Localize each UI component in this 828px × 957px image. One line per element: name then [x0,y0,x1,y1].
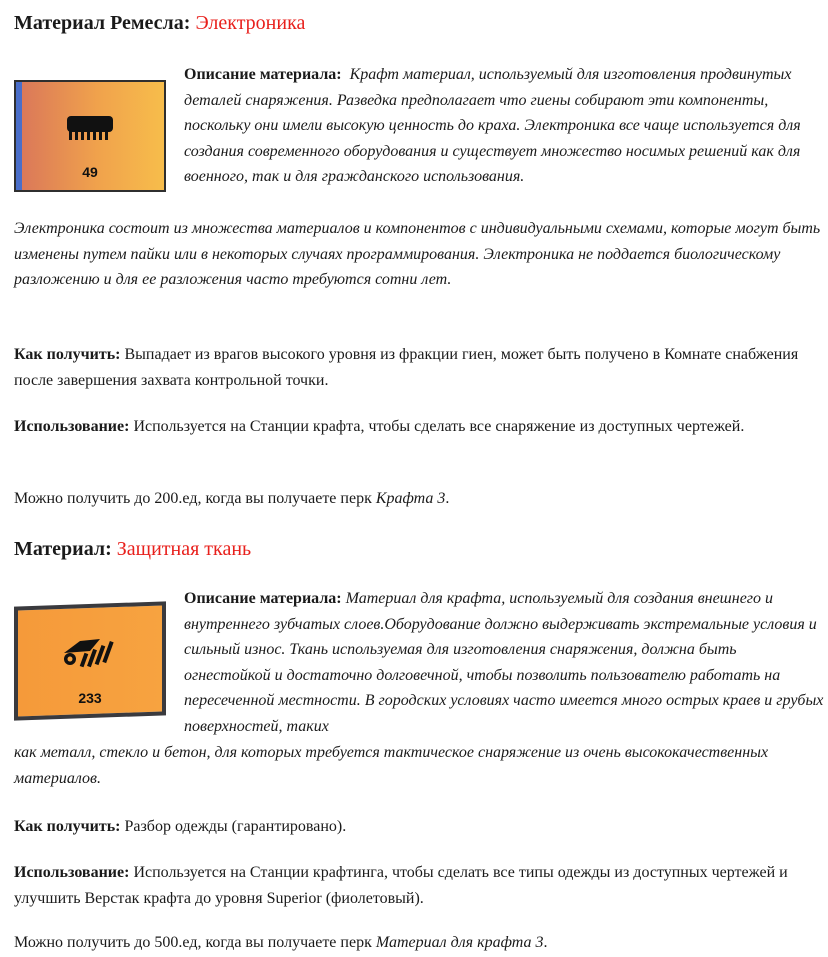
cap-perk-name: Материал для крафта 3 [375,934,544,951]
description-text: Материал для крафта, используемый для создания внешнего и внутреннего зубчатых слоев.Оборудование должно выдерживать экстремальные условия и сильный износ. Ткань используемая для изготовления снаряжения, должна быть огнестойкой и достаточно долговечной, чтобы позволить пользователю работать на пересеченной местности. В городских условиях часто имеется много острых краев и грубых поверхностей, таких [184,590,824,735]
usage-text: Используется на Станции крафта, чтобы сделать все снаряжение из доступных чертежей. [133,418,745,435]
material-tile-protective-fabric [14,601,166,720]
material-description [184,586,824,739]
heading-label: Материал: [14,538,112,560]
material-description-continued [14,740,822,791]
heading-material-name: Защитная ткань [116,538,252,560]
heading-material-name: Электроника [195,12,306,34]
material-description [184,62,824,190]
cap-prefix: Можно получить до 200.ед, когда вы получаете перк [14,490,376,507]
heading-label: Материал Ремесла: [14,12,191,34]
how-to-obtain [14,814,822,840]
obtain-text: Выпадает из врагов высокого уровня из фракции гиен, может быть получено в Комнате снабжения после завершения захвата контрольной точки. [14,346,799,389]
tile-count: 49 [82,164,98,180]
description-text-continued: как металл, стекло и бетон, для которых требуется тактическое снаряжение из очень высококачественных материалов. [14,744,769,787]
section-heading-protective-fabric [14,536,251,562]
section-heading-electronics [14,10,305,36]
protective-fabric-icon [60,629,120,671]
perk-cap [14,930,822,956]
description-text-continued: Электроника состоит из множества материалов и компонентов с индивидуальными схемами, которые могут быть изменены путем пайки или в некоторых случаях программирования. Электроника не поддается биологическому разложению и для ее разложения часто требуются сотни лет. [14,220,821,288]
description-label: Описание материала: [184,66,342,83]
description-text: Крафт материал, используемый для изготовления продвинутых деталей снаряжения. Разведка предполагает что гиены собирают эти компоненты, поскольку они имели высокую ценность до краха. Электроника все чаще используется для создания современного оборудования и существует множество носимых решений как для военного, так и для гражданского использования. [184,66,801,185]
cap-prefix: Можно получить до 500.ед, когда вы получаете перк [14,934,376,951]
cap-perk-name: Крафта 3 [375,490,446,507]
cap-suffix: . [445,490,450,507]
microchip-icon [63,112,117,142]
material-description-continued [14,216,822,293]
obtain-text: Разбор одежды (гарантировано). [124,818,347,835]
usage [14,414,822,440]
usage-label: Использование: [14,418,130,435]
obtain-label: Как получить: [14,346,121,363]
obtain-label: Как получить: [14,818,121,835]
perk-cap [14,486,822,512]
material-tile-electronics [14,80,166,192]
cap-suffix: . [543,934,548,951]
usage-label: Использование: [14,864,130,881]
usage-text: Используется на Станции крафтинга, чтобы сделать все типы одежды из доступных чертежей и улучшить Верстак крафта до уровня Superior (фиолетовый). [14,864,788,907]
how-to-obtain [14,342,822,393]
usage [14,860,822,911]
description-label: Описание материала: [184,590,342,607]
tile-count: 233 [78,690,102,706]
